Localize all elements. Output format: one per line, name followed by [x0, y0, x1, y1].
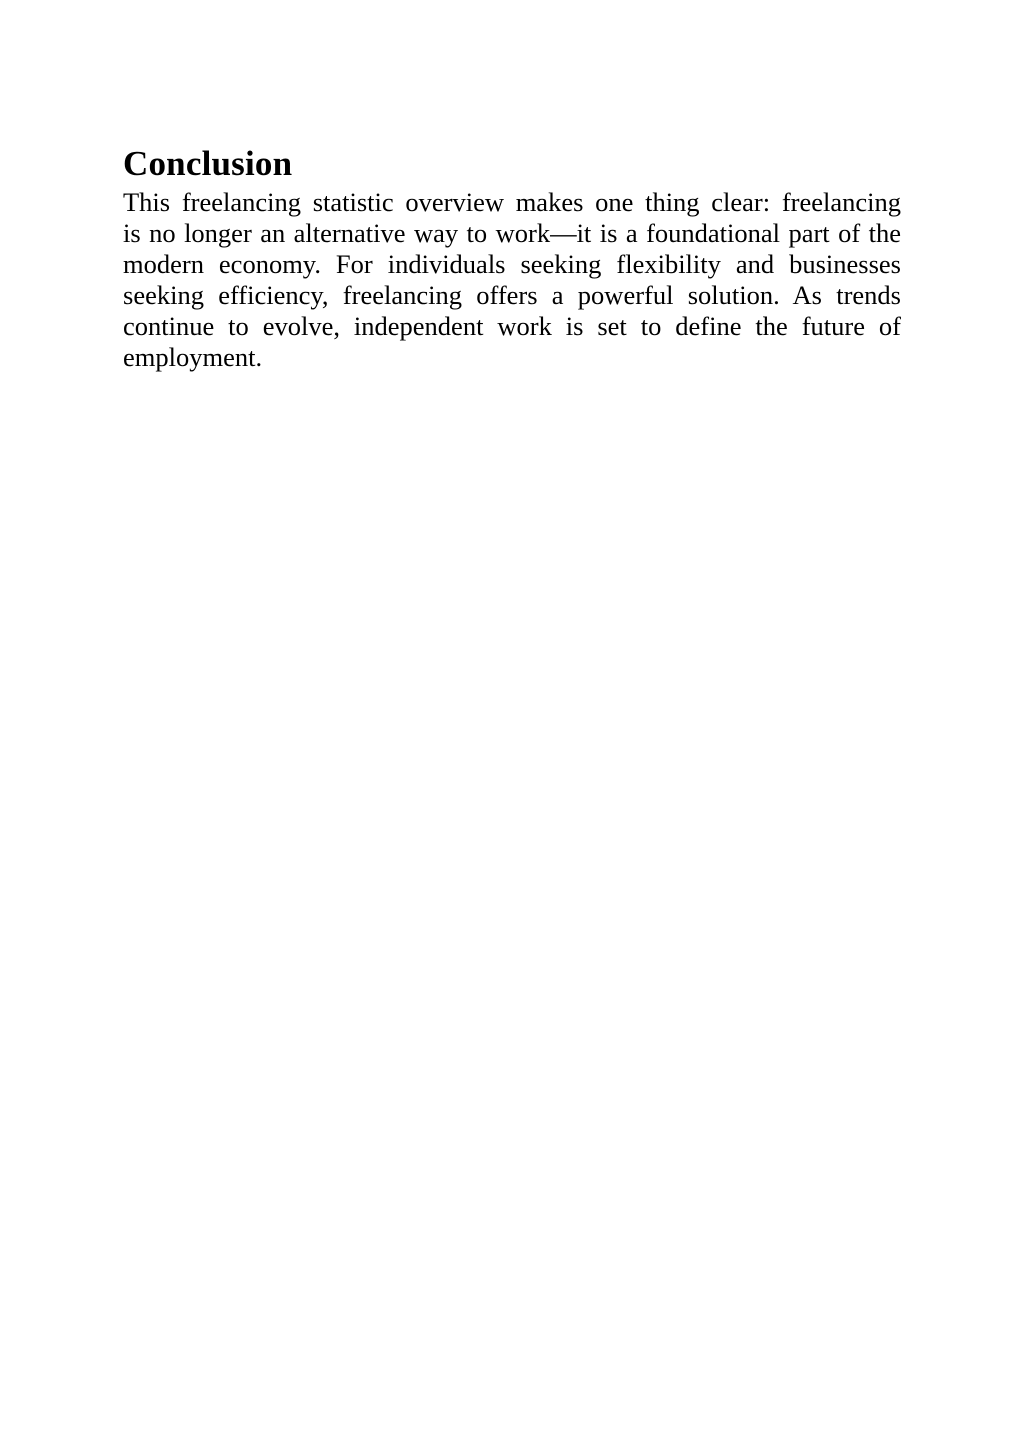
paragraph-line: This freelancing statistic overview makes one thing clear: freelancing [123, 187, 901, 217]
paragraph [123, 187, 901, 373]
paragraph-line: seeking efficiency, freelancing offers a powerful solution. As trends [123, 280, 901, 310]
paragraph-line: continue to evolve, independent work is set to define the future of [123, 311, 901, 341]
section-heading: Conclusion [123, 144, 293, 184]
paragraph-line: employment. [123, 342, 263, 372]
paragraph-line: modern economy. For individuals seeking flexibility and businesses [123, 249, 901, 279]
paragraph-line: is no longer an alternative way to work—it is a foundational part of the [123, 218, 901, 248]
